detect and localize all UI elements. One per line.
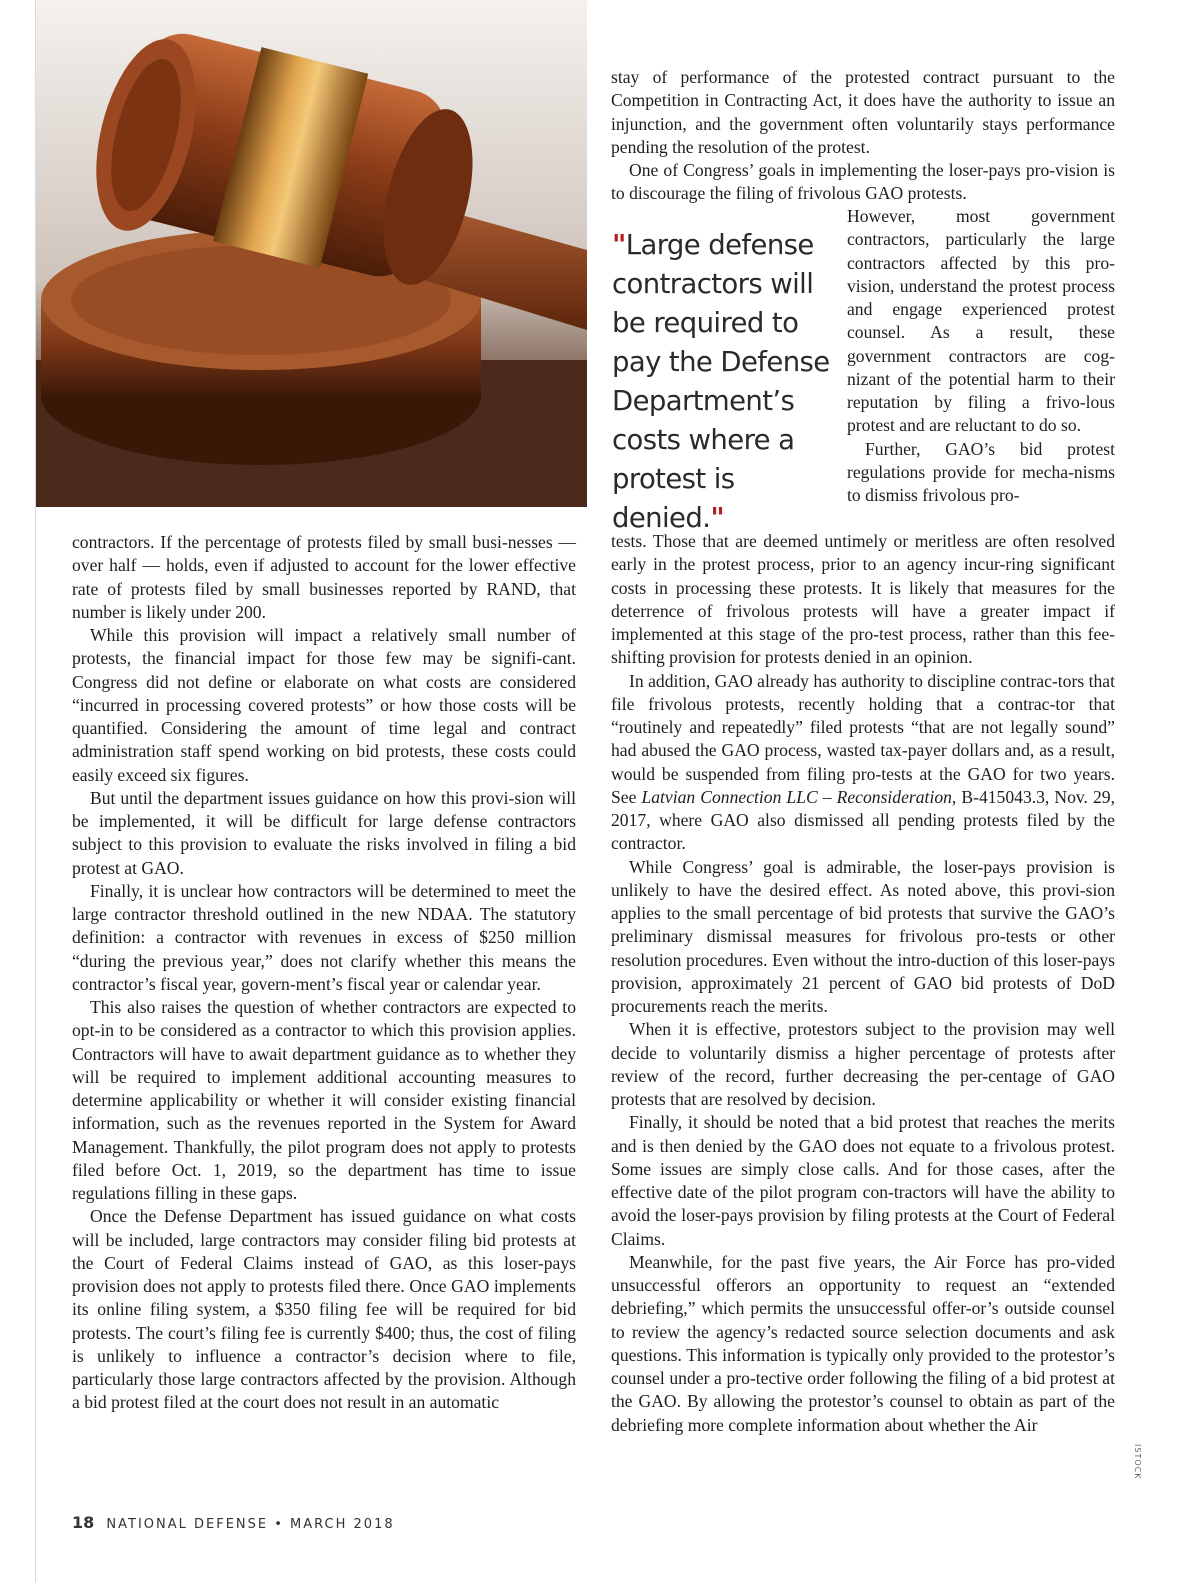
body-paragraph: This also raises the question of whether contractors are expected to opt-in to be considered as a contractor to which this provision applies. Contractors will have to await department guidance as to whether they will be required to implement additional accounting measures to determine applicability or whether it will consider existing financial information, such as the revenues reported in the System for Award Management. Thankfully, the pilot program does not apply to protests filed before Oct. 1, 2019, so the department has time to issue regulations filling in these gaps.: [72, 997, 576, 1203]
case-citation: Latvian Connection LLC – Reconsideration: [641, 786, 952, 807]
gavel-illustration: [36, 0, 587, 507]
body-paragraph: When it is effective, protestors subject to the provision may well decide to voluntarily dismiss a higher percentage of protests after review of the record, further decreasing the per-centage of GAO protests that are resolved by decision.: [611, 1019, 1115, 1109]
photo-credit: ISTOCK: [1133, 1444, 1142, 1480]
body-paragraph: While Congress’ goal is admirable, the loser-pays provision is unlikely to have the desired effect. As noted above, this provi-sion applies to the small percentage of bid protests that survive the GAO’s preliminary dismissal measures for frivolous pro-tests or other resolution procedures. Even without the intro-duction of this loser-pays provision, approximately 21 percent of GAO bid protests of DoD procurements reach the merits.: [611, 856, 1115, 1016]
right-text-column-wrap: [847, 205, 1115, 507]
right-text-column-top: [611, 66, 1115, 206]
body-paragraph: Once the Defense Department has issued guidance on what costs will be included, large contractors may consider filing bid protests at the Court of Federal Claims instead of GAO, as this loser-pays provision does not apply to protests filed there. Once GAO implements its online filing system, a $350 filing fee will be required for bid protests. The court’s filing fee is currently $400; thus, the cost of filing is unlikely to influence a contractor’s decision where to file, particularly those large contractors affected by the provision. Although a bid protest filed at the court does not result in an automatic: [72, 1206, 576, 1413]
body-paragraph: Finally, it is unclear how contractors will be determined to meet the large contractor threshold outlined in the new NDAA. The statutory definition: a contractor with revenues in excess of $250 million “during the previous year,” does not clarify whether this means the contractor’s fiscal year, govern-ment’s fiscal year or calendar year.: [72, 880, 576, 994]
open-quote-mark: ": [612, 229, 626, 261]
page-number: 18: [72, 1513, 95, 1532]
body-paragraph: stay of performance of the protested contract pursuant to the Competition in Contracting Act, it does have the authority to issue an injunction, and the government often voluntarily stays performance pending the resolution of the protest.: [611, 67, 1115, 157]
publication-line: NATIONAL DEFENSE • MARCH 2018: [106, 1517, 395, 1532]
pull-quote-text: Large defense contractors will be required to pay the Defense Department’s costs where a protest is denied.: [612, 229, 830, 534]
body-paragraph: Finally, it should be noted that a bid protest that reaches the merits and is then denied by the GAO does not equate to a frivolous protest. Some issues are simply close calls. And for those cases, after the effective date of the pilot program con-tractors will have the ability to avoid the loser-pays provision by filing protests at the Court of Federal Claims.: [611, 1112, 1115, 1249]
body-paragraph: tests. Those that are deemed untimely or meritless are often resolved early in the protest process, prior to an agency incur-ring significant costs in processing these protests. It is likely that measures for the deterrence of frivolous protests will have a greater impact if implemented at this stage of the pro-test process, rather than this fee-shifting provision for protests denied in an opinion.: [611, 531, 1115, 668]
body-paragraph: One of Congress’ goals in implementing the loser-pays pro-vision is to discourage the filing of frivolous GAO protests.: [611, 160, 1115, 204]
close-quote-mark: ": [710, 502, 725, 534]
page-footer: [72, 1513, 395, 1532]
body-paragraph: But until the department issues guidance on how this provi-sion will be implemented, it will be difficult for large defense contractors subject to this provision to evaluate the risks involved in filing a bid protest at GAO.: [72, 787, 576, 878]
right-text-column-bottom: [611, 530, 1115, 1437]
body-paragraph: While this provision will impact a relatively small number of protests, the financial impact for those few may be signifi-cant. Congress did not define or elaborate on what costs are considered “incurred in processing covered protests” or how those costs will be quantified. Considering the amount of time legal and contract administration staff spend working on bid protests, these costs could easily exceed six figures.: [72, 625, 576, 785]
body-paragraph: Meanwhile, for the past five years, the Air Force has pro-vided unsuccessful offerors an opportunity to request an “extended debriefing,” which permits the unsuccessful offer-or’s outside counsel to review the agency’s redacted source selection documents and ask questions. This information is typically only provided to the protestor’s counsel under a pro-tective order following the filing of a bid protest at the GAO. By allowing the protestor’s counsel to obtain as part of the debriefing more complete information about whether the Air: [611, 1251, 1115, 1435]
citation-lead-in: In addition, GAO already has authority to discipline contrac-tors that file frivolous protests, recently holding that a contrac-tor that “routinely and repeatedly” filed protests “that are not legally sound” had abused the GAO process, wasted tax-payer dollars and, as a result, would be suspended from filing pro-tests at the GAO for two years. See: [611, 670, 1115, 807]
body-paragraph: [611, 670, 1115, 856]
body-paragraph: However, most government contractors, particularly the large contractors affected by this pro-vision, understand the protest process and engage experienced protest counsel. As a result, these government contractors are cog-nizant of the potential harm to their reputation by filing a frivo-lous protest and are reluctant to do so.: [847, 206, 1115, 436]
left-text-column: [72, 531, 576, 1415]
body-paragraph: contractors. If the percentage of protests filed by small busi-nesses — over half — holds, even if adjusted to account for the lower effective rate of protests filed by small businesses reported by RAND, that number is likely under 200.: [72, 532, 576, 622]
body-paragraph: Further, GAO’s bid protest regulations provide for mecha-nisms to dismiss frivolous pro-: [847, 438, 1115, 505]
pull-quote: [612, 226, 842, 538]
citation-tail: , B-415043.3, Nov. 29, 2017, where GAO also dismissed all pending protests filed by the contractor.: [611, 786, 1115, 854]
gavel-photo: [36, 0, 587, 507]
